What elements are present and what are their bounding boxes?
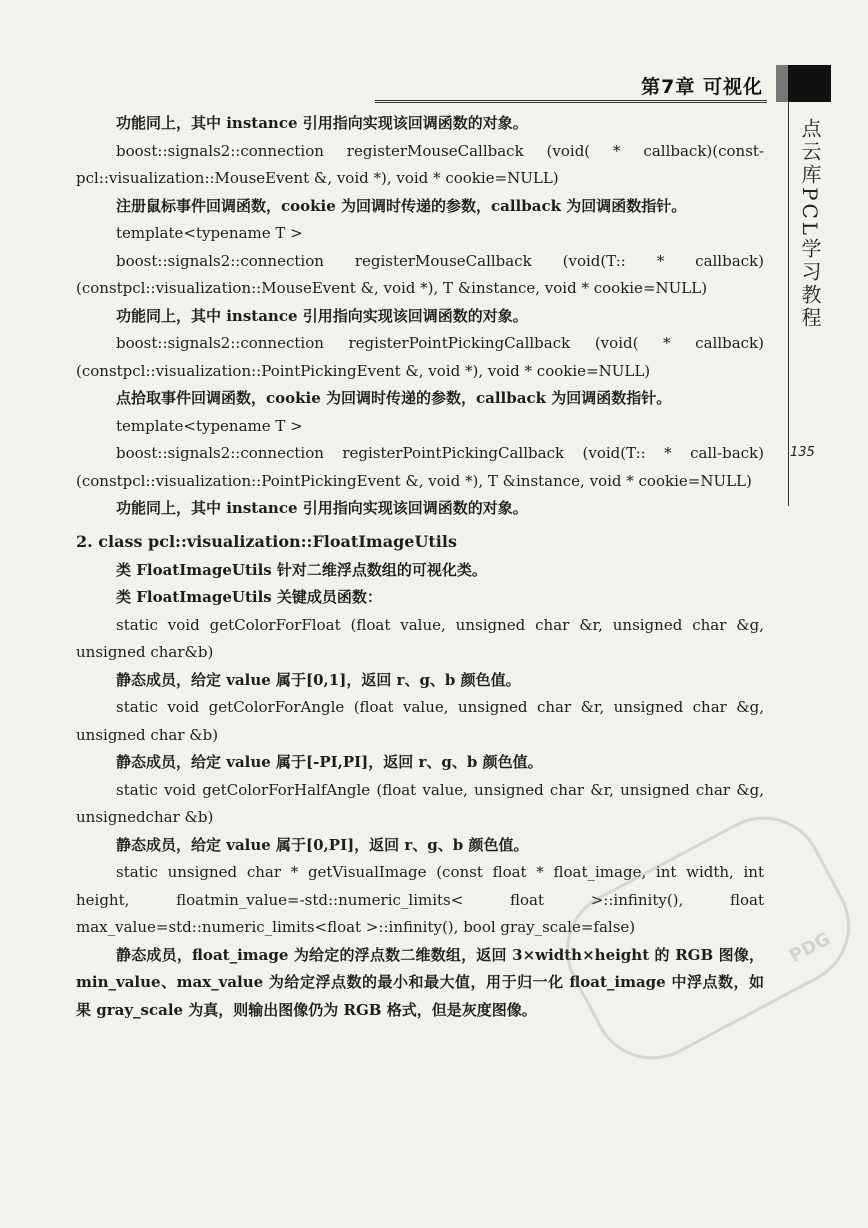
code-signature: boost::signals2::connection registerMouseCallback (void(T:: * callback)(constpcl::visualization::MouseEvent &, void *), T &instance, void * cookie=NULL) xyxy=(76,251,764,297)
code-signature: static void getColorForAngle (float value, unsigned char &r, unsigned char &g, unsigned char &b) xyxy=(76,698,764,744)
description-paragraph: 类 FloatImageUtils 关键成员函数： xyxy=(116,588,382,606)
code-signature: boost::signals2::connection registerMouseCallback (void( * callback)(const-pcl::visualization::MouseEvent &, void *), void * cookie=NULL) xyxy=(76,141,764,187)
code-signature: template<typename T > xyxy=(116,224,303,242)
description-paragraph: 类 FloatImageUtils 针对二维浮点数组的可视化类。 xyxy=(116,560,487,579)
code-signature: boost::signals2::connection registerPointPickingCallback (void( * callback)(constpcl::visualization::PointPickingEvent &, void *), void * cookie=NULL) xyxy=(76,334,764,380)
code-signature: static void getColorForFloat (float value, unsigned char &r, unsigned char &g, unsigned char&b) xyxy=(76,615,764,661)
book-title: 点云库PCL学习教程 xyxy=(798,118,822,331)
running-header xyxy=(375,70,767,103)
description-paragraph: 注册鼠标事件回调函数，cookie 为回调时传递的参数，callback 为回调函数指针。 xyxy=(116,196,687,215)
description-paragraph: 功能同上，其中 instance 引用指向实现该回调函数的对象。 xyxy=(116,306,528,325)
section-heading: 2. class pcl::visualization::FloatImageUtils xyxy=(76,531,457,551)
description-paragraph: 点拾取事件回调函数，cookie 为回调时传递的参数，callback 为回调函数指针。 xyxy=(116,389,672,407)
watermark-text: PDG xyxy=(786,928,834,968)
chapter-title: 第7章 可视化 xyxy=(641,76,763,98)
description-paragraph: 静态成员，给定 value 属于[-PI,PI]，返回 r、g、b 颜色值。 xyxy=(116,753,543,771)
description-paragraph: 功能同上，其中 instance 引用指向实现该回调函数的对象。 xyxy=(116,499,528,517)
code-signature: boost::signals2::connection registerPointPickingCallback (void(T:: * call-back)(constpcl::visualization::PointPickingEvent &, void *), T &instance, void * cookie=NULL) xyxy=(76,444,764,490)
chapter-tab-marker xyxy=(788,65,831,102)
page-number: 135 xyxy=(790,445,815,460)
description-paragraph: 功能同上，其中 instance 引用指向实现该回调函数的对象。 xyxy=(116,114,528,132)
description-paragraph: 静态成员，float_image 为给定的浮点数二维数组，返回 3×width×height 的 RGB 图像，min_value、max_value 为给定浮点数的最小和最大值，用于归一化 float_image 中浮点数，如果 gray_scale 为真，则输出图像仍为 RGB 格式，但是灰度图像。 xyxy=(76,945,764,1019)
side-rule xyxy=(788,102,789,506)
code-signature: static void getColorForHalfAngle (float value, unsigned char &r, unsigned char &g, unsignedchar &b) xyxy=(76,780,764,826)
code-signature: template<typename T > xyxy=(116,416,303,435)
code-signature: static unsigned char * getVisualImage (const float * float_image, int width, int height, floatmin_value=-std::numeric_limits< float >::infinity(), float max_value=std::numeric_limits<float >::infinity(), bool gray_scale=false) xyxy=(76,863,764,936)
description-paragraph: 静态成员，给定 value 属于[0,PI]，返回 r、g、b 颜色值。 xyxy=(116,835,529,854)
description-paragraph: 静态成员，给定 value 属于[0,1]，返回 r、g、b 颜色值。 xyxy=(116,670,521,689)
